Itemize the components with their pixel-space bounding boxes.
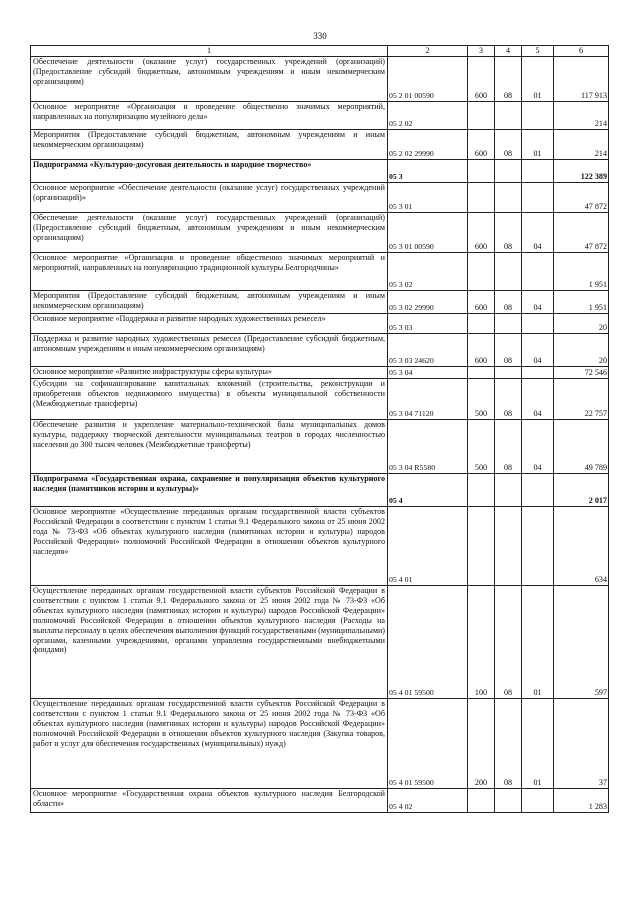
row-amount: 1 951	[554, 253, 609, 291]
table-row	[31, 291, 609, 314]
row-section: 08	[495, 291, 522, 314]
row-amount: 214	[554, 102, 609, 130]
row-name: Основное мероприятие «Развитие инфраструктуры сферы культуры»	[31, 367, 388, 379]
row-name: Основное мероприятие «Организация и проведение общественно значимых мероприятий и мероприятий, направленных на популяризацию традиционной культуры Белгородчины»	[31, 253, 388, 291]
row-expense-type	[468, 160, 495, 183]
row-expense-type: 500	[468, 379, 495, 420]
row-code: 05 3 03	[388, 314, 468, 334]
row-name: Поддержка и развитие народных художественных ремесел (Предоставление субсидий бюджетным, автономным учреждениям и иным некоммерческим организациям)	[31, 334, 388, 367]
row-subsection: 01	[522, 699, 554, 789]
row-expense-type	[468, 507, 495, 586]
row-subsection	[522, 474, 554, 507]
row-name: Основное мероприятие «Поддержка и развитие народных художественных ремесел»	[31, 314, 388, 334]
row-amount: 1 283	[554, 789, 609, 813]
row-code: 05 2 02 29990	[388, 130, 468, 160]
row-amount: 37	[554, 699, 609, 789]
row-subsection	[522, 253, 554, 291]
row-expense-type: 100	[468, 586, 495, 699]
row-expense-type	[468, 314, 495, 334]
row-amount: 49 789	[554, 420, 609, 474]
row-amount: 634	[554, 507, 609, 586]
row-subsection: 01	[522, 57, 554, 102]
row-section: 08	[495, 586, 522, 699]
row-subsection: 04	[522, 420, 554, 474]
row-section	[495, 183, 522, 213]
row-name: Мероприятия (Предоставление субсидий бюджетным, автономным учреждениям и иным некоммерческим организациям)	[31, 130, 388, 160]
table-row	[31, 379, 609, 420]
header-col-3: 3	[468, 46, 495, 57]
table-row	[31, 699, 609, 789]
row-amount: 22 757	[554, 379, 609, 420]
row-name: Основное мероприятие «Осуществление переданных органам государственной власти субъектов Российской Федерации в соответствии с пунктом 1 статьи 9.1 Федерального закона от 25 июня 2002 года № 73-ФЗ «Об объектах культурного наследия (памятниках истории и культуры) народов Российской Федерации» полномочий Российской Федерации в отношении объектов культурного наследия»	[31, 507, 388, 586]
header-col-5: 5	[522, 46, 554, 57]
row-name: Субсидии на софинансирование капитальных вложений (строительства, реконструкции и приобретения объектов недвижимого имущества) в объекты муниципальной собственности (Межбюджетные трансферты)	[31, 379, 388, 420]
row-section: 08	[495, 699, 522, 789]
row-expense-type	[468, 253, 495, 291]
row-name: Подпрограмма «Культурно-досуговая деятельность и народное творчество»	[31, 160, 388, 183]
row-name: Основное мероприятие «Организация и проведение общественно значимых мероприятий, направленных на популяризацию музейного дела»	[31, 102, 388, 130]
row-subsection: 01	[522, 586, 554, 699]
row-code: 05 2 02	[388, 102, 468, 130]
row-code: 05 4	[388, 474, 468, 507]
row-subsection: 04	[522, 334, 554, 367]
row-expense-type	[468, 367, 495, 379]
row-name: Основное мероприятие «Государственная охрана объектов культурного наследия Белгородской области»	[31, 789, 388, 813]
row-section	[495, 474, 522, 507]
row-section: 08	[495, 57, 522, 102]
row-section	[495, 507, 522, 586]
table-row	[31, 474, 609, 507]
header-col-2: 2	[388, 46, 468, 57]
row-expense-type: 600	[468, 291, 495, 314]
table-row	[31, 253, 609, 291]
row-expense-type: 600	[468, 57, 495, 102]
row-amount: 122 389	[554, 160, 609, 183]
row-section	[495, 253, 522, 291]
page-number: 330	[313, 31, 327, 41]
table-row	[31, 314, 609, 334]
row-expense-type: 600	[468, 213, 495, 253]
header-col-4: 4	[495, 46, 522, 57]
row-section: 08	[495, 213, 522, 253]
table-row	[31, 102, 609, 130]
row-subsection	[522, 102, 554, 130]
table-row	[31, 160, 609, 183]
row-expense-type	[468, 789, 495, 813]
table-row	[31, 183, 609, 213]
row-expense-type: 500	[468, 420, 495, 474]
row-code: 05 3 04 71120	[388, 379, 468, 420]
row-expense-type	[468, 183, 495, 213]
row-code: 05 2 01 00590	[388, 57, 468, 102]
row-code: 05 3 04 R5580	[388, 420, 468, 474]
row-expense-type: 200	[468, 699, 495, 789]
row-amount: 117 913	[554, 57, 609, 102]
row-expense-type: 600	[468, 334, 495, 367]
row-section	[495, 160, 522, 183]
row-section: 08	[495, 130, 522, 160]
row-expense-type: 600	[468, 130, 495, 160]
row-code: 05 4 01 59500	[388, 699, 468, 789]
row-amount: 20	[554, 334, 609, 367]
row-section: 08	[495, 334, 522, 367]
row-code: 05 3 02 29990	[388, 291, 468, 314]
row-amount: 20	[554, 314, 609, 334]
row-section	[495, 367, 522, 379]
table-row	[31, 57, 609, 102]
table-row	[31, 213, 609, 253]
row-name: Основное мероприятие «Обеспечение деятельности (оказание услуг) государственных учреждений (организаций)»	[31, 183, 388, 213]
table-body	[31, 57, 609, 813]
row-amount: 597	[554, 586, 609, 699]
row-expense-type	[468, 102, 495, 130]
row-amount: 214	[554, 130, 609, 160]
row-subsection	[522, 183, 554, 213]
row-code: 05 3 01	[388, 183, 468, 213]
row-amount: 2 017	[554, 474, 609, 507]
row-name: Подпрограмма «Государственная охрана, сохранение и популяризация объектов культурного наследия (памятников истории и культуры)»	[31, 474, 388, 507]
row-section	[495, 789, 522, 813]
row-subsection: 04	[522, 213, 554, 253]
row-section: 08	[495, 379, 522, 420]
row-name: Осуществление переданных органам государственной власти субъектов Российской Федерации в соответствии с пунктом 1 статьи 9.1 Федерального закона от 25 июня 2002 года № 73-ФЗ «Об объектах культурного наследия (памятниках истории и культуры) народов Российской Федерации» полномочий Российской Федерации в отношении объектов культурного наследия (Расходы на выплаты персоналу в целях обеспечения выполнения функций государственными (муниципальными) органами, казенными учреждениями, органами управления государственными внебюджетными фондами)	[31, 586, 388, 699]
table-row	[31, 367, 609, 379]
row-amount: 1 951	[554, 291, 609, 314]
table-row	[31, 507, 609, 586]
row-subsection: 01	[522, 130, 554, 160]
row-amount: 47 872	[554, 213, 609, 253]
row-code: 05 4 02	[388, 789, 468, 813]
row-name: Осуществление переданных органам государственной власти субъектов Российской Федерации в соответствии с пунктом 1 статьи 9.1 Федерального закона от 25 июня 2002 года № 73-ФЗ «Об объектах культурного наследия (памятниках истории и культуры) народов Российской Федерации» полномочий Российской Федерации в отношении объектов культурного наследия (Закупка товаров, работ и услуг для обеспечения государственных (муниципальных) нужд)	[31, 699, 388, 789]
row-subsection	[522, 160, 554, 183]
table-row	[31, 334, 609, 367]
row-section: 08	[495, 420, 522, 474]
table-row	[31, 586, 609, 699]
row-amount: 72 546	[554, 367, 609, 379]
row-name: Обеспечение деятельности (оказание услуг) государственных учреждений (организаций) (Предоставление субсидий бюджетным, автономным учреждениям и иным некоммерческим организациям)	[31, 57, 388, 102]
row-subsection	[522, 314, 554, 334]
row-name: Обеспечение деятельности (оказание услуг) государственных учреждений (организаций) (Предоставление субсидий бюджетным, автономным учреждениям и иным некоммерческим организациям)	[31, 213, 388, 253]
row-code: 05 3 03 24620	[388, 334, 468, 367]
row-code: 05 3 01 00590	[388, 213, 468, 253]
row-subsection	[522, 367, 554, 379]
row-expense-type	[468, 474, 495, 507]
row-section	[495, 314, 522, 334]
header-col-6: 6	[554, 46, 609, 57]
row-amount: 47 872	[554, 183, 609, 213]
row-name: Обеспечение развития и укрепление материально-технической базы муниципальных домов культуры, поддержку творческой деятельности муниципальных театров в городах численностью населения до 300 тысяч человек (Межбюджетные трансферты)	[31, 420, 388, 474]
table-row	[31, 130, 609, 160]
row-subsection	[522, 789, 554, 813]
row-code: 05 4 01 59500	[388, 586, 468, 699]
row-code: 05 3	[388, 160, 468, 183]
row-code: 05 4 01	[388, 507, 468, 586]
row-section	[495, 102, 522, 130]
table-header-row	[31, 46, 609, 57]
row-subsection: 04	[522, 291, 554, 314]
row-code: 05 3 02	[388, 253, 468, 291]
table-row	[31, 789, 609, 813]
row-subsection: 04	[522, 379, 554, 420]
row-name: Мероприятия (Предоставление субсидий бюджетным, автономным учреждениям и иным некоммерческим организациям)	[31, 291, 388, 314]
budget-table	[30, 45, 609, 813]
table-row	[31, 420, 609, 474]
row-subsection	[522, 507, 554, 586]
header-col-1: 1	[31, 46, 388, 57]
row-code: 05 3 04	[388, 367, 468, 379]
